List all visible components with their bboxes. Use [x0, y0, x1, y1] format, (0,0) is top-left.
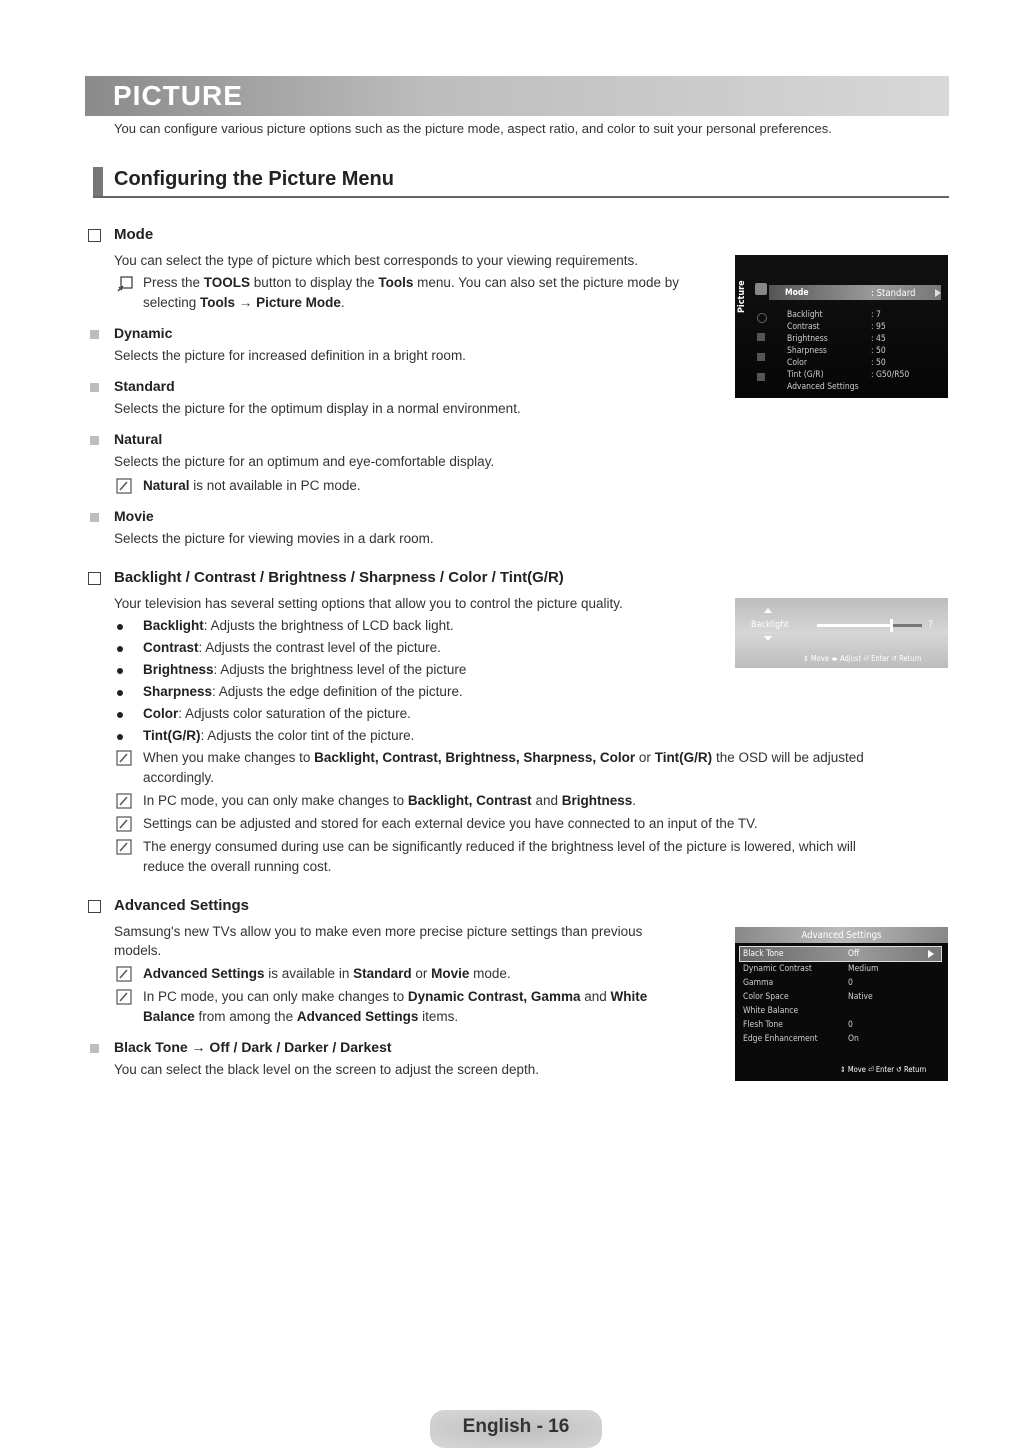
enter-icon: ⏎ — [863, 654, 869, 663]
osd-backlight-slider — [735, 598, 948, 668]
picture-icon — [755, 283, 767, 295]
advanced-note2-line1: In PC mode, you can only make changes to Dynamic Contrast, Gamma and White — [143, 989, 648, 1004]
osd-hints: ⇕ Move ⏎ Enter ↺ Return — [840, 1065, 927, 1074]
checkbox-icon — [88, 900, 101, 913]
bullet-item: Contrast: Adjusts the contrast level of the picture. — [143, 640, 441, 655]
section-title: Configuring the Picture Menu — [114, 168, 394, 190]
note-icon — [116, 966, 132, 982]
black-tone-desc: You can select the black level on the screen to adjust the screen depth. — [114, 1062, 540, 1077]
bullet-item: Brightness: Adjusts the brightness level of the picture — [143, 662, 467, 677]
bullet-square-icon — [90, 383, 99, 392]
backlight-heading: Backlight / Contrast / Brightness / Sharpness / Color / Tint(G/R) — [114, 569, 564, 586]
move-icon: ⇕ — [803, 654, 809, 663]
movie-desc: Selects the picture for viewing movies in a dark room. — [114, 531, 434, 546]
section-rule — [93, 196, 949, 198]
bullet-item: Sharpness: Adjusts the edge definition of the picture. — [143, 684, 463, 699]
bullet-item: Tint(G/R): Adjusts the color tint of the picture. — [143, 728, 415, 743]
osd-row-label: Brightness — [787, 334, 828, 344]
osd-row-value: : G50/R50 — [871, 370, 910, 380]
settings-note: Settings can be adjusted and stored for each external device you have connected to an input of the TV. — [143, 816, 758, 831]
natural-note: Natural is not available in PC mode. — [143, 478, 361, 493]
osd-title: Advanced Settings — [801, 930, 882, 941]
osd-arrow-right-icon — [928, 950, 934, 958]
move-icon: ⇕ — [840, 1065, 846, 1074]
osd-row-label: Color Space — [743, 992, 789, 1002]
osd-side-label: Picture — [737, 280, 747, 313]
pc-mode-note: In PC mode, you can only make changes to Backlight, Contrast and Brightness. — [143, 793, 636, 808]
input-icon — [757, 373, 765, 381]
bullet-square-icon — [90, 330, 99, 339]
dynamic-heading: Dynamic — [114, 325, 173, 341]
osd-row-value: Native — [848, 992, 873, 1002]
return-icon: ↺ — [891, 654, 897, 663]
natural-desc: Selects the picture for an optimum and eye-comfortable display. — [114, 454, 495, 469]
advanced-desc-line1: Samsung's new TVs allow you to make even more precise picture settings than previous — [114, 924, 643, 939]
tools-note-line2: selecting Tools → Picture Mode. — [143, 295, 345, 310]
osd-row-label: Dynamic Contrast — [743, 964, 812, 974]
standard-heading: Standard — [114, 378, 175, 394]
osd-note-line2: accordingly. — [143, 770, 215, 785]
movie-heading: Movie — [114, 508, 154, 524]
slider-track — [817, 624, 922, 627]
enter-icon: ⏎ — [868, 1065, 874, 1074]
bullet-dot-icon — [117, 668, 123, 674]
advanced-note1: Advanced Settings is available in Standard or Movie mode. — [143, 966, 511, 981]
osd-row-label: Edge Enhancement — [743, 1034, 818, 1044]
note-icon — [116, 750, 132, 766]
note-icon — [116, 839, 132, 855]
advanced-desc-line2: models. — [114, 943, 162, 958]
note-icon — [116, 989, 132, 1005]
bullet-dot-icon — [117, 690, 123, 696]
standard-desc: Selects the picture for the optimum display in a normal environment. — [114, 401, 521, 416]
section-marker — [93, 167, 103, 198]
bullet-square-icon — [90, 436, 99, 445]
slider-thumb — [890, 619, 893, 632]
osd-slider-label: Backlight — [751, 620, 789, 630]
bullet-dot-icon — [117, 734, 123, 740]
osd-advanced-settings — [735, 927, 948, 1081]
intro-text: You can configure various picture options such as the picture mode, aspect ratio, and color to suit your personal preferences. — [114, 121, 832, 136]
mode-heading: Mode — [114, 226, 154, 243]
osd-row-label: Gamma — [743, 978, 774, 988]
bullet-dot-icon — [117, 646, 123, 652]
osd-row-value: : 45 — [871, 334, 886, 344]
dynamic-desc: Selects the picture for increased definition in a bright room. — [114, 348, 466, 363]
osd-row-label: White Balance — [743, 1006, 799, 1016]
osd-row-value: Medium — [848, 964, 879, 974]
section-banner — [85, 76, 949, 116]
osd-row-label: Black Tone — [743, 949, 784, 959]
osd-row-label: Sharpness — [787, 346, 827, 356]
return-icon: ↺ — [896, 1065, 902, 1074]
osd-row-label: Tint (G/R) — [787, 370, 824, 380]
natural-heading: Natural — [114, 431, 163, 447]
bullet-item: Backlight: Adjusts the brightness of LCD back light. — [143, 618, 454, 633]
osd-row-value: : 50 — [871, 346, 886, 356]
page-number-badge — [430, 1410, 602, 1448]
bullet-square-icon — [90, 1044, 99, 1053]
note-icon — [116, 478, 132, 494]
osd-mode-value: : Standard — [871, 288, 916, 299]
page-title: PICTURE — [113, 80, 243, 111]
osd-row-value: : 95 — [871, 322, 886, 332]
energy-note-line2: reduce the overall running cost. — [143, 859, 332, 874]
osd-row-value: 0 — [848, 1020, 853, 1030]
black-tone-heading: Black Tone → Off / Dark / Darker / Darkest — [114, 1039, 392, 1055]
backlight-desc: Your television has several setting options that allow you to control the picture quality. — [114, 596, 623, 611]
sound-icon — [757, 313, 767, 323]
checkbox-icon — [88, 229, 101, 242]
note-icon — [116, 793, 132, 809]
adjust-icon: ◂▸ — [831, 654, 838, 663]
advanced-note2-line2: Balance from among the Advanced Settings items. — [143, 1009, 459, 1024]
energy-note-line1: The energy consumed during use can be significantly reduced if the brightness level of the picture is lowered, which will — [143, 839, 856, 854]
setup-icon — [757, 353, 765, 361]
tools-note-line1: Press the TOOLS button to display the Tools menu. You can also set the picture mode by — [143, 275, 680, 290]
bullet-dot-icon — [117, 712, 123, 718]
osd-arrow-right-icon — [935, 289, 941, 297]
osd-row-label: Color — [787, 358, 807, 368]
tools-icon — [116, 275, 134, 293]
bullet-dot-icon — [117, 624, 123, 630]
osd-hints: ⇕ Move ◂▸ Adjust ⏎ Enter ↺ Return — [803, 654, 922, 663]
mode-desc: You can select the type of picture which best corresponds to your viewing requirements. — [114, 253, 639, 268]
osd-row-label: Backlight — [787, 310, 823, 320]
down-arrow-icon — [764, 636, 772, 641]
slider-fill — [817, 624, 891, 627]
osd-row-label: Advanced Settings — [787, 382, 859, 392]
bullet-item: Color: Adjusts color saturation of the picture. — [143, 706, 411, 721]
osd-row-value: On — [848, 1034, 859, 1044]
osd-mode-label: Mode — [785, 288, 809, 298]
osd-row-value: : 7 — [871, 310, 881, 320]
osd-note-line1: When you make changes to Backlight, Contrast, Brightness, Sharpness, Color or Tint(G/R) the OSD will be adjusted — [143, 750, 864, 765]
up-arrow-icon — [764, 608, 772, 613]
osd-row-value: : 50 — [871, 358, 886, 368]
osd-row-value: 0 — [848, 978, 853, 988]
advanced-heading: Advanced Settings — [114, 897, 250, 914]
page-number: English - 16 — [462, 1416, 570, 1437]
bullet-square-icon — [90, 513, 99, 522]
channel-icon — [757, 333, 765, 341]
osd-slider-value: 7 — [928, 620, 934, 630]
osd-picture-menu — [735, 255, 948, 398]
osd-row-label: Flesh Tone — [743, 1020, 783, 1030]
checkbox-icon — [88, 572, 101, 585]
osd-row-label: Contrast — [787, 322, 820, 332]
osd-row-value: Off — [848, 949, 860, 959]
note-icon — [116, 816, 132, 832]
